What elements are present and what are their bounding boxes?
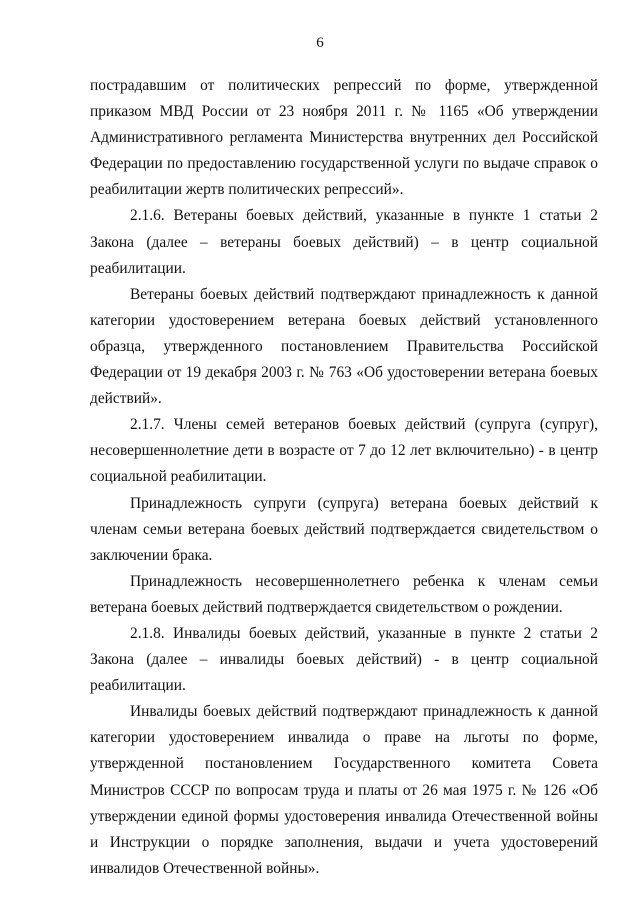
document-body [90,73,598,882]
paragraph-spouse-confirmation: Принадлежность супруги (супруга) ветерана боевых действий к членам семьи ветерана боевых действий подтверждается свидетельством о заключении брака. [90,494,598,564]
page-number: 6 [316,35,324,51]
paragraph-veterans-confirmation: Ветераны боевых действий подтверждают принадлежность к данной категории удостоверением ветерана боевых действий установленного образца, утвержденного постановлением Правительства Российской Федерации от 19 декабря 2003 г. № 763 «Об удостоверении ветерана боевых действий». [90,285,598,408]
paragraph-2-1-6: 2.1.6. Ветераны боевых действий, указанные в пункте 1 статьи 2 Закона (далее – ветераны боевых действий) – в центр социальной реабилитации. [90,207,598,277]
paragraph-invalids-confirmation: Инвалиды боевых действий подтверждают принадлежность к данной категории удостоверением инвалида о праве на льготы по форме, утвержденной постановлением Государственного комитета Совета Министров СССР по вопросам труда и платы от 26 мая 1975 г. № 126 «Об утверждении единой формы удостоверения инвалида Отечественной войны и Инструкции о порядке заполнения, выдачи и учета удостоверений инвалидов Отечественной войны». [90,703,598,877]
paragraph-child-confirmation: Принадлежность несовершеннолетнего ребенка к членам семьи ветерана боевых действий подтверждается свидетельством о рождении. [90,572,598,616]
paragraph-continuation: пострадавшим от политических репрессий по форме, утвержденной приказом МВД России от 23 ноября 2011 г. № 1165 «Об утверждении Административного регламента Министерства внутренних дел Российской Федерации по предоставлению государственной услуги по выдаче справок о реабилитации жертв политических репрессий». [90,77,598,199]
paragraph-2-1-7: 2.1.7. Члены семей ветеранов боевых действий (супруга (супруг), несовершеннолетние дети в возрасте от 7 до 12 лет включительно) - в центр социальной реабилитации. [90,416,598,486]
paragraph-2-1-8: 2.1.8. Инвалиды боевых действий, указанные в пункте 2 статьи 2 Закона (далее – инвалиды боевых действий) - в центр социальной реабилитации. [90,624,598,695]
